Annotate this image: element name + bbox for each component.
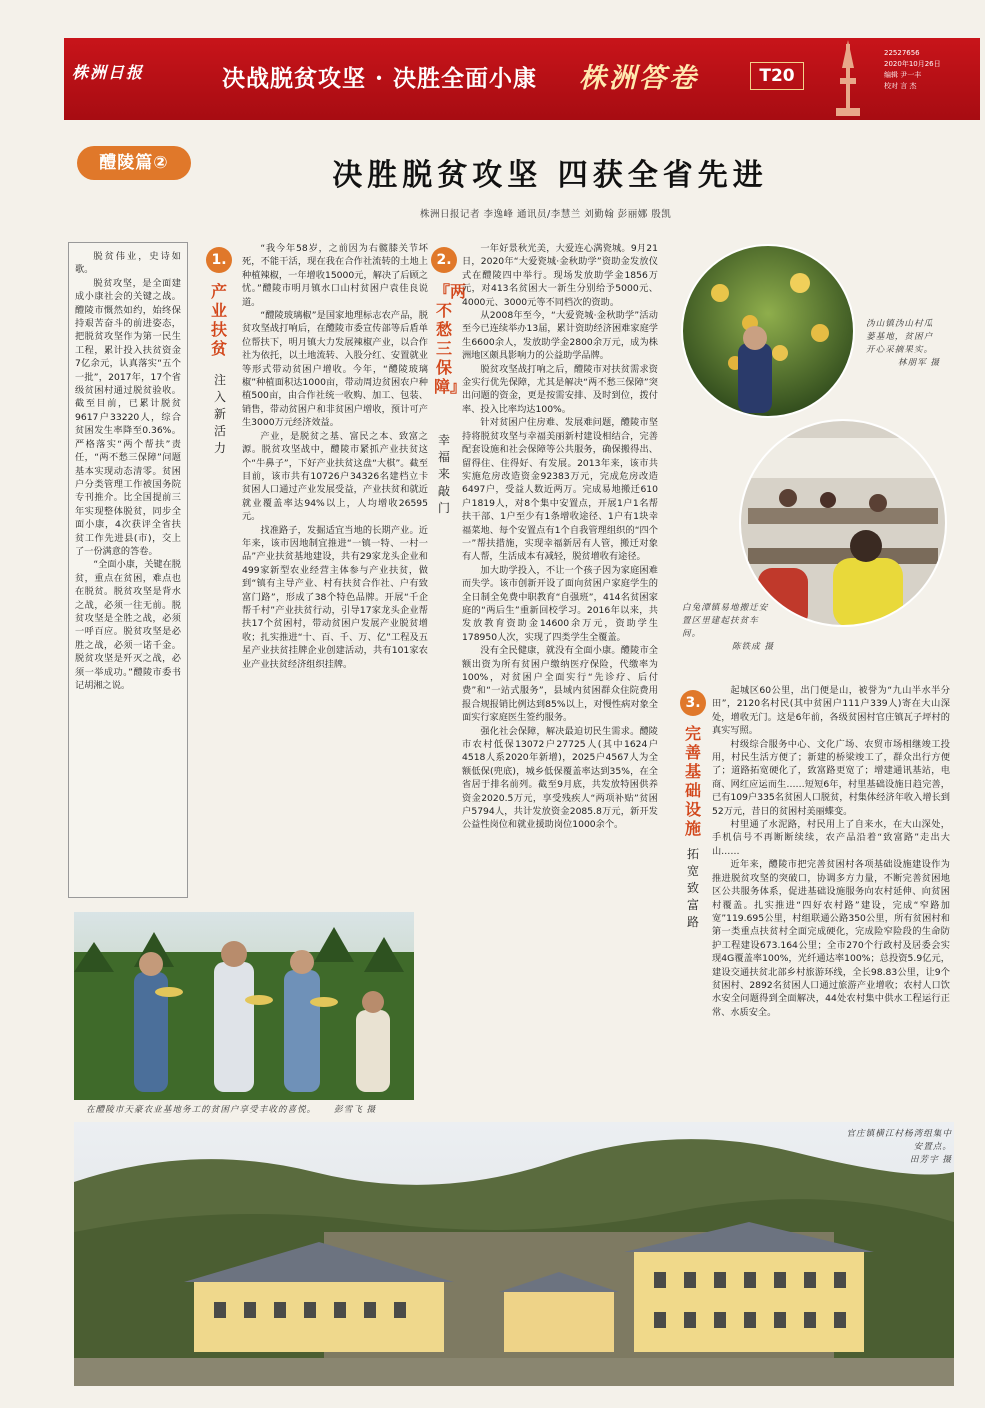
body-paragraph: 产业，是脱贫之基、富民之本、致富之源。脱贫攻坚战中，醴陵市紧抓产业扶贫这个“牛鼻子”，下好产业扶贫这盘“大棋”。截至目前，该市共有10726户34326名建档立卡贫困人口通过产业发展受益，产业扶贫和就近就业覆盖率达94%以上，人均增收26595元。	[242, 430, 428, 523]
body-paragraph: 脱贫攻坚战打响之后，醴陵市对扶贫需求资金实行优先保障，尤其是解决“两不愁三保障”突出问题的资金，更是按需安排、及时到位，拨付率、投入比率均达100%。	[462, 363, 658, 415]
section-subtitle: 注入新活力	[213, 373, 226, 455]
section-tag: 醴陵篇②	[77, 146, 191, 180]
caption-text: 官庄镇横江村杨湾组集中安置点。	[846, 1129, 952, 1152]
body-paragraph: “醴陵玻璃椒”是国家地理标志农产品，脱贫攻坚战打响后，在醴陵市委宣传部等后盾单位帮扶下，明月镇大力发展辣椒产业，以合作社为依托，以土地流转、入股分红、安置就业等形式带动贫困户增收。今年，“醴陵玻璃椒”种植面积达1000亩，带动周边贫困农户种植500亩，由合作社统一收购、加工、包装、销售，带动贫困户和非贫困户增收，预计可产生3000万元经济效益。	[242, 310, 428, 429]
section-number-badge: 2.	[431, 247, 457, 273]
section-number-badge: 3.	[680, 690, 706, 716]
section-1-text	[242, 242, 428, 882]
caption-text: 白兔潭镇易地搬迁安置区里建起扶贫车间。	[682, 603, 769, 639]
intro-paragraph: “全面小康，关键在脱贫，重点在贫困，难点也在脱贫。脱贫攻坚是背水之战，必须一往无前。脱贫攻坚是全胜之战，必须一呼百应。脱贫攻坚是必胜之战，必须一诺千金。脱贫攻坚是歼灭之战，必须一举成功。”醴陵市委书记胡湘之说。	[75, 559, 181, 691]
caption-credit: 林朋军 摄	[897, 358, 940, 368]
workshop-photo	[738, 418, 948, 628]
orchard-caption	[866, 318, 940, 370]
caption-credit: 田芳宇 摄	[909, 1155, 952, 1165]
byline: 株洲日报记者 李逸峰 通讯员/李慧兰 刘勤翰 彭丽娜 殷凯	[420, 209, 672, 220]
editor-line: 编辑 尹一丰	[884, 71, 922, 79]
masthead-brand: 株洲答卷	[579, 63, 699, 94]
body-paragraph: 没有全民健康，就没有全面小康。醴陵市全额出资为所有贫困户缴纳医疗保险，代缴率为100%，对贫困户全面实行“先诊疗、后付费”和“一站式服务”，县域内贫困群众住院费用报合规报销比例达到85%以上，对慢性病对象全面实行家庭医生签约服务。	[462, 645, 658, 724]
caption-credit: 陈铁成 摄	[731, 642, 774, 652]
village-photo	[74, 1122, 954, 1386]
section-number-badge: 1.	[206, 247, 232, 273]
body-paragraph: 近年来，醴陵市把完善贫困村各项基础设施建设作为推进脱贫攻坚的突破口，协调多方力量，不断完善贫困地区公共服务体系，促进基础设施服务向农村延伸、向贫困村覆盖。扎实推进“四好农村路”建设，完成“窄路加宽”119.695公里，村组联通公路350公里，所有贫困村和第一类重点扶贫村全面完成硬化，完成险窄险段的生命防护工程建设673.164公里；全市270个行政村及居委会实现4G覆盖率100%，光纤通达率100%；总投资5.9亿元，建设交通扶贫北部乡村旅游环线，全长98.83公里，让9个贫困村、2892名贫困人口通过旅游产业增收；农村人口饮水安全问题得到全面解决，44处农村集中供水工程运行正常、水质安全。	[712, 859, 950, 1018]
body-paragraph: 加大助学投入，不让一个孩子因为家庭困难而失学。该市创新开设了面向贫困户家庭学生的全日制全免费中职教育“自强班”，414名贫困家庭的“两后生”重新回校学习。2016年以来，共发放教育资助金14600余万元，资助学生178950人次，实现了四类学生全覆盖。	[462, 564, 658, 643]
newspaper-logo: 株洲日报	[72, 63, 145, 82]
caption-credit: 彭雪飞 摄	[334, 1105, 377, 1115]
intro-paragraph: 脱贫伟业，史诗如歌。	[75, 251, 181, 276]
body-paragraph: “我今年58岁，之前因为右髋膝关节坏死，不能干活，现在我在合作社流转的土地上种植辣椒，一年增收15000元，解决了后顾之忧。”醴陵市明月镇水口山村贫困户袁佳良说道。	[242, 243, 428, 308]
corn-caption	[86, 1104, 426, 1117]
orchard-photo	[680, 243, 856, 419]
village-caption	[842, 1128, 952, 1167]
body-paragraph: 针对贫困户住房难、发展难问题，醴陵市坚持将脱贫攻坚与幸福美丽新村建设相结合，完善配套设施和社会保障等公共服务，确保搬得出、留得住、住得好、有发展。2013年来，该市共实施危房改造资金92383万元，完成危房改造6497户，受益人数近两万。完成易地搬迁610户1819人，对8个集中安置点，开展1户1名帮扶干部、1户至少有1条增收途径、1户有1块幸福菜地、每个安置点有1个自我管理组织的“四个一”帮扶措施，实现幸福新居有人管，搬迁对象有人帮，生活成本有减轻，脱贫增收有途径。	[462, 417, 658, 563]
caption-text: 沩山镇沩山村瓜蒌基地，贫困户开心采摘果实。	[866, 319, 934, 355]
body-paragraph: 村级综合服务中心、文化广场、农贸市场相继竣工投用，村民生活方便了；新建的桥梁竣工了，群众出行方便了；道路拓宽硬化了，致富路更宽了；增建通讯基站，电商、网红应运而生……短短6年，村里基础设施日趋完善，已有109户335名贫困人口脱贫，村集体经济年收入增长到52万元，昔日的贫困村美丽蝶变。	[712, 738, 950, 817]
masthead-slogan: 决战脱贫攻坚 · 决胜全面小康	[222, 65, 538, 92]
section-subtitle: 拓宽致富路	[686, 847, 699, 929]
masthead-meta	[884, 48, 974, 92]
caption-text: 在醴陵市天豪农业基地务工的贫困户享受丰收的喜悦。	[86, 1105, 317, 1115]
body-paragraph: 一年好景秋光美，大爱连心满瓷城。9月21日，2020年“大爱瓷城·金秋助学”资助金发放仪式在醴陵四中举行。现场发放助学金1856万元，对413名贫困大一新生分别给予5000元、4000元、3000元等不同档次的资助。	[462, 243, 658, 308]
workshop-caption	[682, 602, 774, 654]
masthead-banner	[64, 38, 980, 120]
intro-paragraph: 脱贫攻坚，是全面建成小康社会的关键之战。醴陵市慨然如约，始终保持艰苦奋斗的前进姿态，把脱贫攻坚作为第一民生工程，累计投入扶贫资金7亿余元，认真落实“五个一批”，2017年，17个省级贫困村通过脱贫验收。截至目前，已累计脱贫9617户33220人，综合贫困发生率降至0.36%。严格落实“两个帮扶”责任，“两不愁三保障”问题基本实现动态清零。贫困户分类管理工作被国务院专刊推介。比全国提前三年实现整体脱贫，同步全面小康，4次获评全省扶贫工作先进县(市)，交上了一份满意的答卷。	[75, 277, 181, 557]
body-paragraph: 起城区60公里，出门便是山，被誉为“九山半水半分田”，2120名村民(其中贫困户111户339人)寄在大山深处，增收无门。这是6年前，各级贫困村官庄镇瓦子坪村的真实写照。	[712, 685, 950, 737]
body-paragraph: 村里通了水泥路，村民用上了自来水，在大山深处，手机信号不再断断续续，农产品沿着“致富路”走出大山……	[712, 819, 950, 857]
intro-column	[68, 242, 188, 898]
section-title: 产业扶贫	[210, 282, 227, 358]
issue-date: 2020年10月26日	[884, 60, 941, 68]
body-paragraph: 从2008年至今，“大爱瓷城·金秋助学”活动至今已连续举办13届，累计资助经济困难家庭学生6600余人，发放助学金2800余万元，成为株洲地区颇具影响力的公益助学品牌。	[462, 310, 658, 362]
section-subtitle: 幸福来敲门	[437, 433, 450, 515]
hotline: 22527656	[884, 49, 920, 57]
body-paragraph: 找准路子，发掘适宜当地的长期产业。近年来，该市因地制宜推进“一镇一特、一村一品”产业扶贫基地建设，共有29家龙头企业和499家新型农业经营主体参与产业扶贫，做到“镇有主导产业、村有扶贫合作社、户有致富门路”，形成了38个特色品牌。开展“千企帮千村”产业扶贫行动，引导17家龙头企业帮扶17个贫困村，带动贫困户发展产业脱贫增收；扎实推进“十、百、千、万、亿”工程及五星产业扶贫挂牌企业创建活动，共有101家农业产业扶贫经济组织挂牌。	[242, 524, 428, 670]
proof-line: 校对 言 杰	[884, 82, 917, 90]
page-headline: 决胜脱贫攻坚 四获全省先进	[332, 158, 768, 193]
body-paragraph: 强化社会保障，解决最迫切民生需求。醴陵市农村低保13072户27725人(其中1624户4518人系2020年新增)，2025户4567人为全额低保(兜底)，城乡低保覆盖率达到35%，在全省居于排名前列。截至9月底，共发放特困供养资金2020.5万元，享受残疾人“两项补贴”贫困户5794人，共计发放资金2085.8万元，新开发公益性岗位和就业援助岗位1000余个。	[462, 725, 658, 831]
corn-harvest-photo	[74, 912, 414, 1100]
section-title: 完善基础设施	[684, 724, 701, 838]
tower-icon	[822, 38, 874, 120]
section-title: 『两不愁三保障』	[434, 282, 467, 396]
page-number: T20	[750, 62, 804, 90]
section-3-text	[712, 684, 950, 1094]
section-2-text	[462, 242, 658, 1082]
